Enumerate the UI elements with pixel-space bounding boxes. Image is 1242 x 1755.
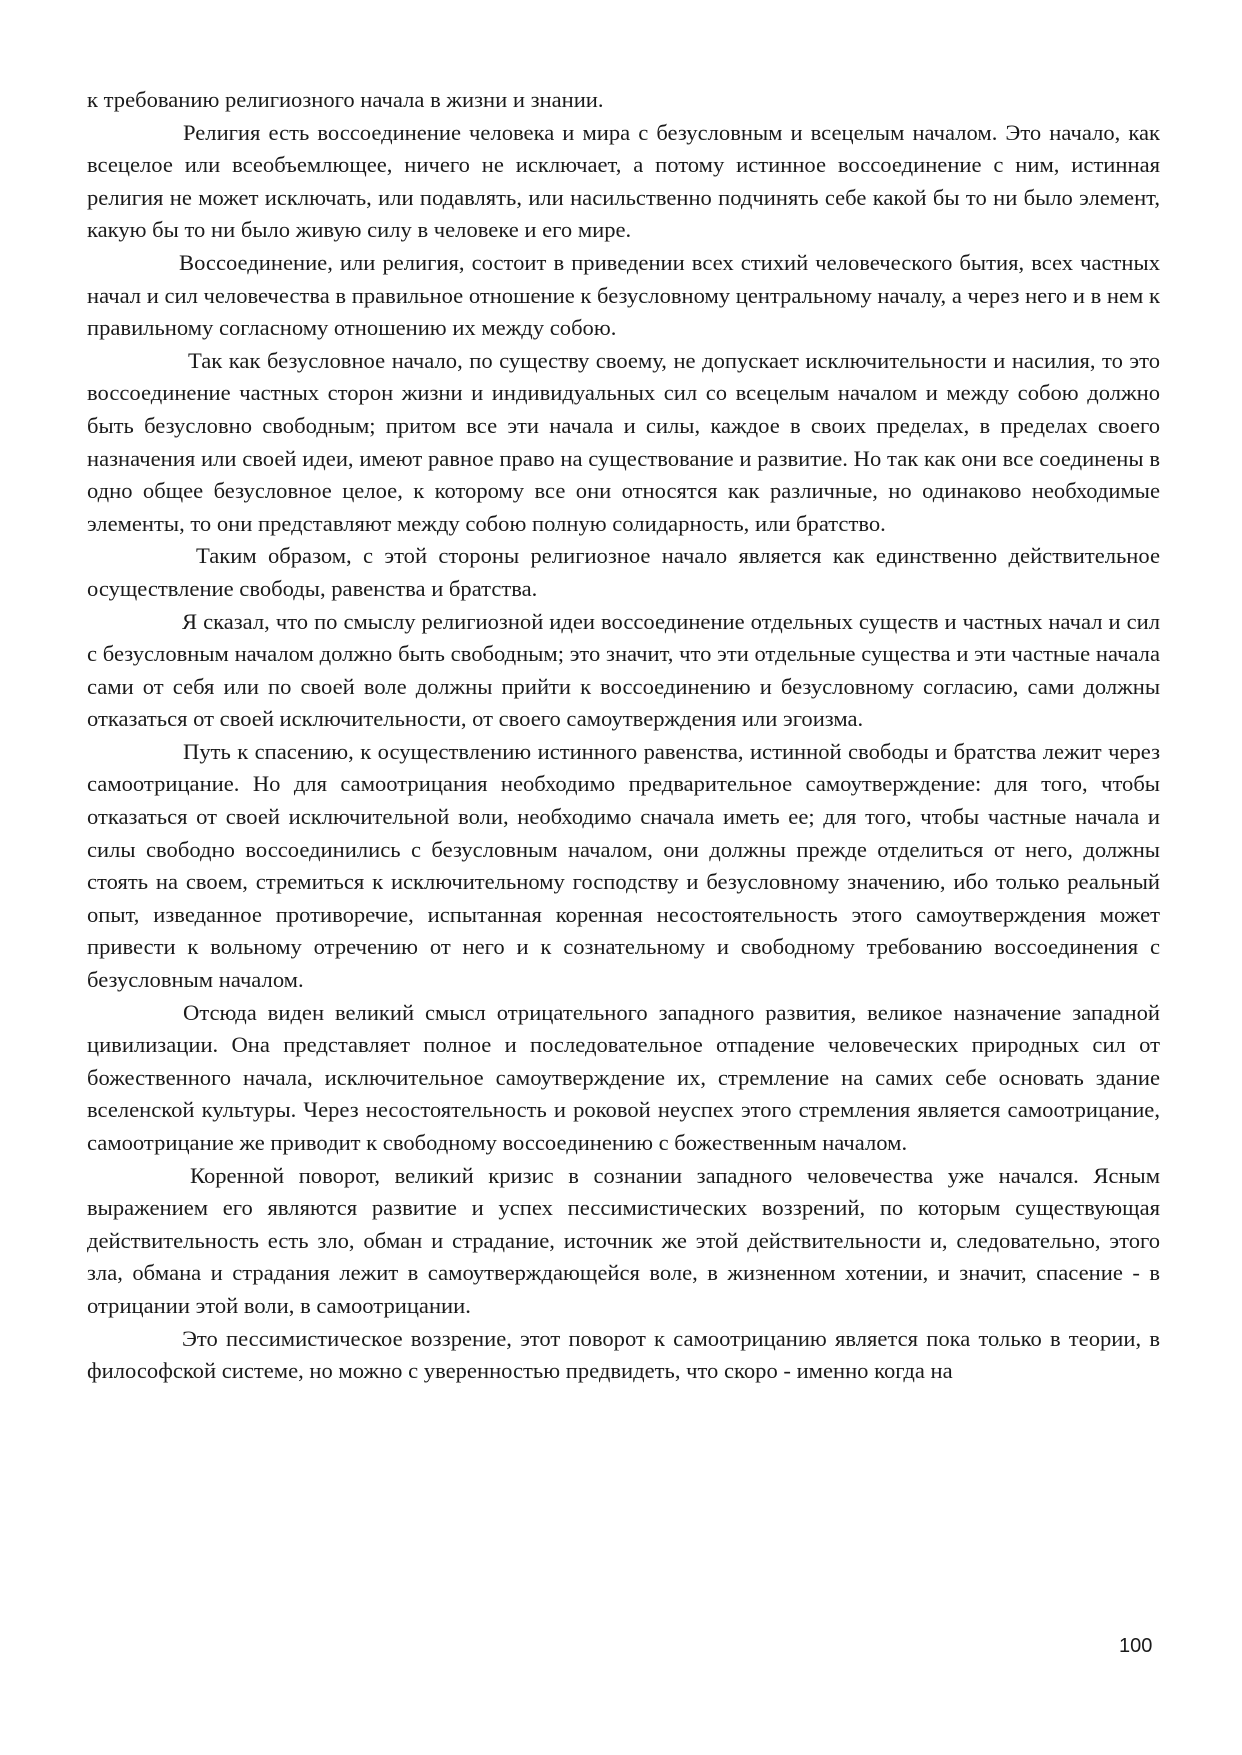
paragraph-10: Это пессимистическое воззрение, этот поворот к самоотрицанию является пока только в теории, в философской системе, но можно с уверенностью предвидеть, что скоро - именно когда на [87, 1325, 1160, 1384]
paragraph-8: Отсюда виден великий смысл отрицательного западного развития, великое назначение западной цивилизации. Она представляет полное и последовательное отпадение человеческих природных сил от божественного начала, исключительное самоутверждение их, стремление на самих себе основать здание вселенской культуры. Через несостоятельность и роковой неуспех этого стремления является самоотрицание, самоотрицание же приводит к свободному воссоединению с божественным началом. [87, 999, 1160, 1155]
paragraph-7: Путь к спасению, к осуществлению истинного равенства, истинной свободы и братства лежит через самоотрицание. Но для самоотрицания необходимо предварительное самоутверждение: для того, чтобы отказаться от своей исключительной воли, необходимо сначала иметь ее; для того, чтобы частные начала и силы свободно воссоединились с безусловным началом, они должны прежде отделиться от него, должны стоять на своем, стремиться к исключительному господству и безусловному значению, ибо только реальный опыт, изведанное противоречие, испытанная коренная несостоятельность этого самоутверждения может привести к вольному отречению от него и к сознательному и свободному требованию воссоединения с безусловным началом. [87, 738, 1160, 993]
paragraph-5: Таким образом, с этой стороны религиозное начало является как единственно действительное осуществление свободы, равенства и братства. [87, 543, 1160, 601]
paragraph-4: Так как безусловное начало, по существу своему, не допускает исключительности и насилия, то это воссоединение частных сторон жизни и индивидуальных сил со всецелым началом и между собою должно быть безусловно свободным; притом все эти начала и силы, каждое в своих пределах, в пределах своего назначения или своей идеи, имеют равное право на существование и развитие. Но так как они все соединены в одно общее безусловное целое, к которому все они относятся как различные, но одинаково необходимые элементы, то они представляют между собою полную солидарность, или братство. [87, 347, 1160, 536]
paragraph-6: Я сказал, что по смыслу религиозной идеи воссоединение отдельных существ и частных начал и сил с безусловным началом должно быть свободным; это значит, что эти отдельные существа и эти частные начала сами от себя или по своей воле должны прийти к воссоединению и безусловному согласию, сами должны отказаться от своей исключительности, от своего самоутверждения или эгоизма. [87, 608, 1160, 732]
paragraph-2: Религия есть воссоединение человека и мира с безусловным и всецелым началом. Это начало, как всецелое или всеобъемлющее, ничего не исключает, а потому истинное воссоединение с ним, истинная религия не может исключать, или подавлять, или насильственно подчинять себе какой бы то ни было элемент, какую бы то ни было живую силу в человеке и его мире. [87, 119, 1160, 243]
page-number: 100 [1119, 1635, 1153, 1657]
paragraph-9: Коренной поворот, великий кризис в сознании западного человечества уже начался. Ясным выражением его являются развитие и успех пессимистических воззрений, по которым существующая действительность есть зло, обман и страдание, источник же этой действительности и, следовательно, этого зла, обмана и страдания лежит в самоутверждающейся воле, в жизненном хотении, и значит, спасение - в отрицании этой воли, в самоотрицании. [87, 1162, 1160, 1318]
document-body [87, 84, 1160, 1388]
paragraph-3: Воссоединение, или религия, состоит в приведении всех стихий человеческого бытия, всех частных начал и сил человечества в правильное отношение к безусловному центральному началу, а через него и в нем к правильному согласному отношению их между собою. [87, 249, 1160, 341]
paragraph-1: к требованию религиозного начала в жизни и знании. [87, 87, 604, 112]
